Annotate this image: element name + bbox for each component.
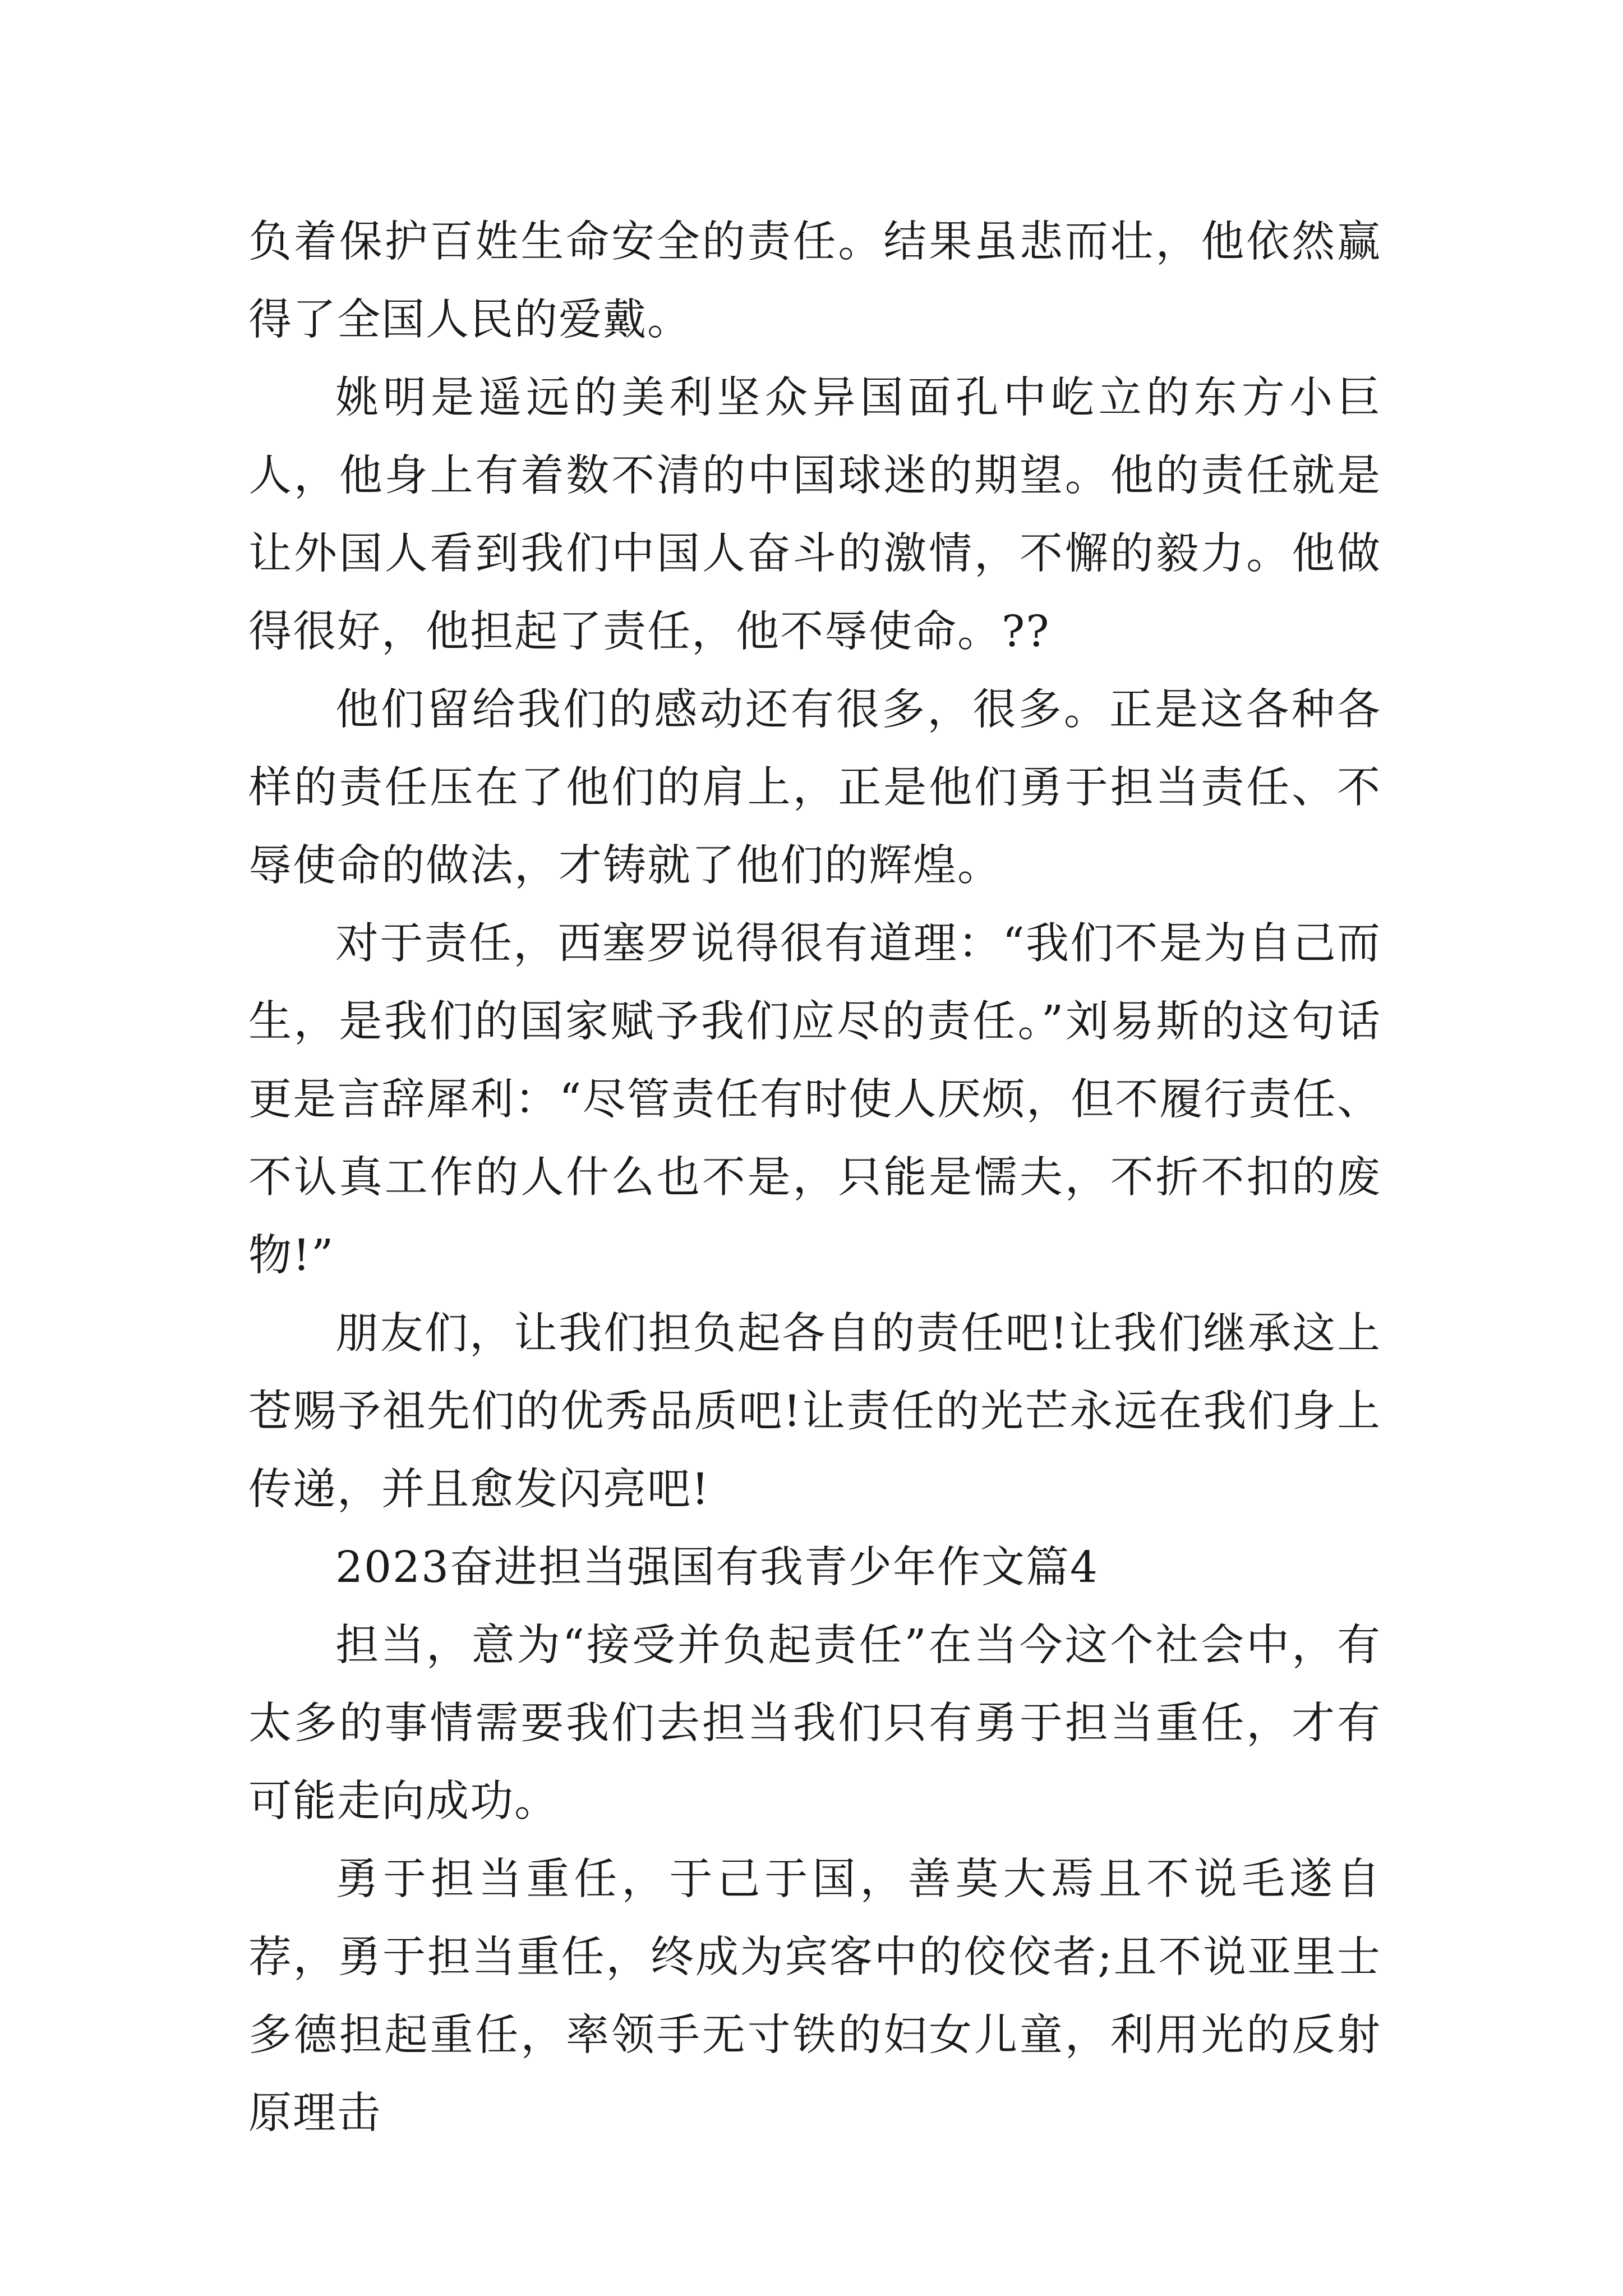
paragraph-moved: 他们留给我们的感动还有很多，很多。正是这各种各样的责任压在了他们的肩上，正是他们勇于担当责任、不辱使命的做法，才铸就了他们的辉煌。 (248, 685, 1381, 891)
paragraph-examples: 勇于担当重任，于己于国，善莫大焉且不说毛遂自荐，勇于担当重任，终成为宾客中的佼佼者;且不说亚里士多德担起重任，率领手无寸铁的妇女儿童，利用光的反射原理击 (248, 1855, 1381, 2138)
paragraph-definition: 担当，意为“接受并负起责任”在当今这个社会中，有太多的事情需要我们去担当我们只有勇于担当重任，才有可能走向成功。 (248, 1621, 1381, 1826)
paragraph-friends: 朋友们，让我们担负起各自的责任吧!让我们继承这上苍赐予祖先们的优秀品质吧!让责任的光芒永远在我们身上传递，并且愈发闪亮吧! (248, 1309, 1381, 1515)
document-body (248, 203, 1381, 2152)
essay-heading: 2023奋进担当强国有我青少年作文篇4 (335, 1543, 1099, 1593)
paragraph-quotes: 对于责任，西塞罗说得很有道理：“我们不是为自己而生，是我们的国家赋予我们应尽的责任。”刘易斯的这句话更是言辞犀利：“尽管责任有时使人厌烦，但不履行责任、不认真工作的人什么也不是，只能是懦夫，不折不扣的废物!” (248, 919, 1381, 1281)
paragraph-continuation: 负着保护百姓生命安全的责任。结果虽悲而壮，他依然赢得了全国人民的爱戴。 (248, 217, 1381, 345)
paragraph-yao-ming: 姚明是遥远的美利坚众异国面孔中屹立的东方小巨人，他身上有着数不清的中国球迷的期望。他的责任就是让外国人看到我们中国人奋斗的激情，不懈的毅力。他做得很好，他担起了责任，他不辱使命。?? (248, 373, 1381, 657)
